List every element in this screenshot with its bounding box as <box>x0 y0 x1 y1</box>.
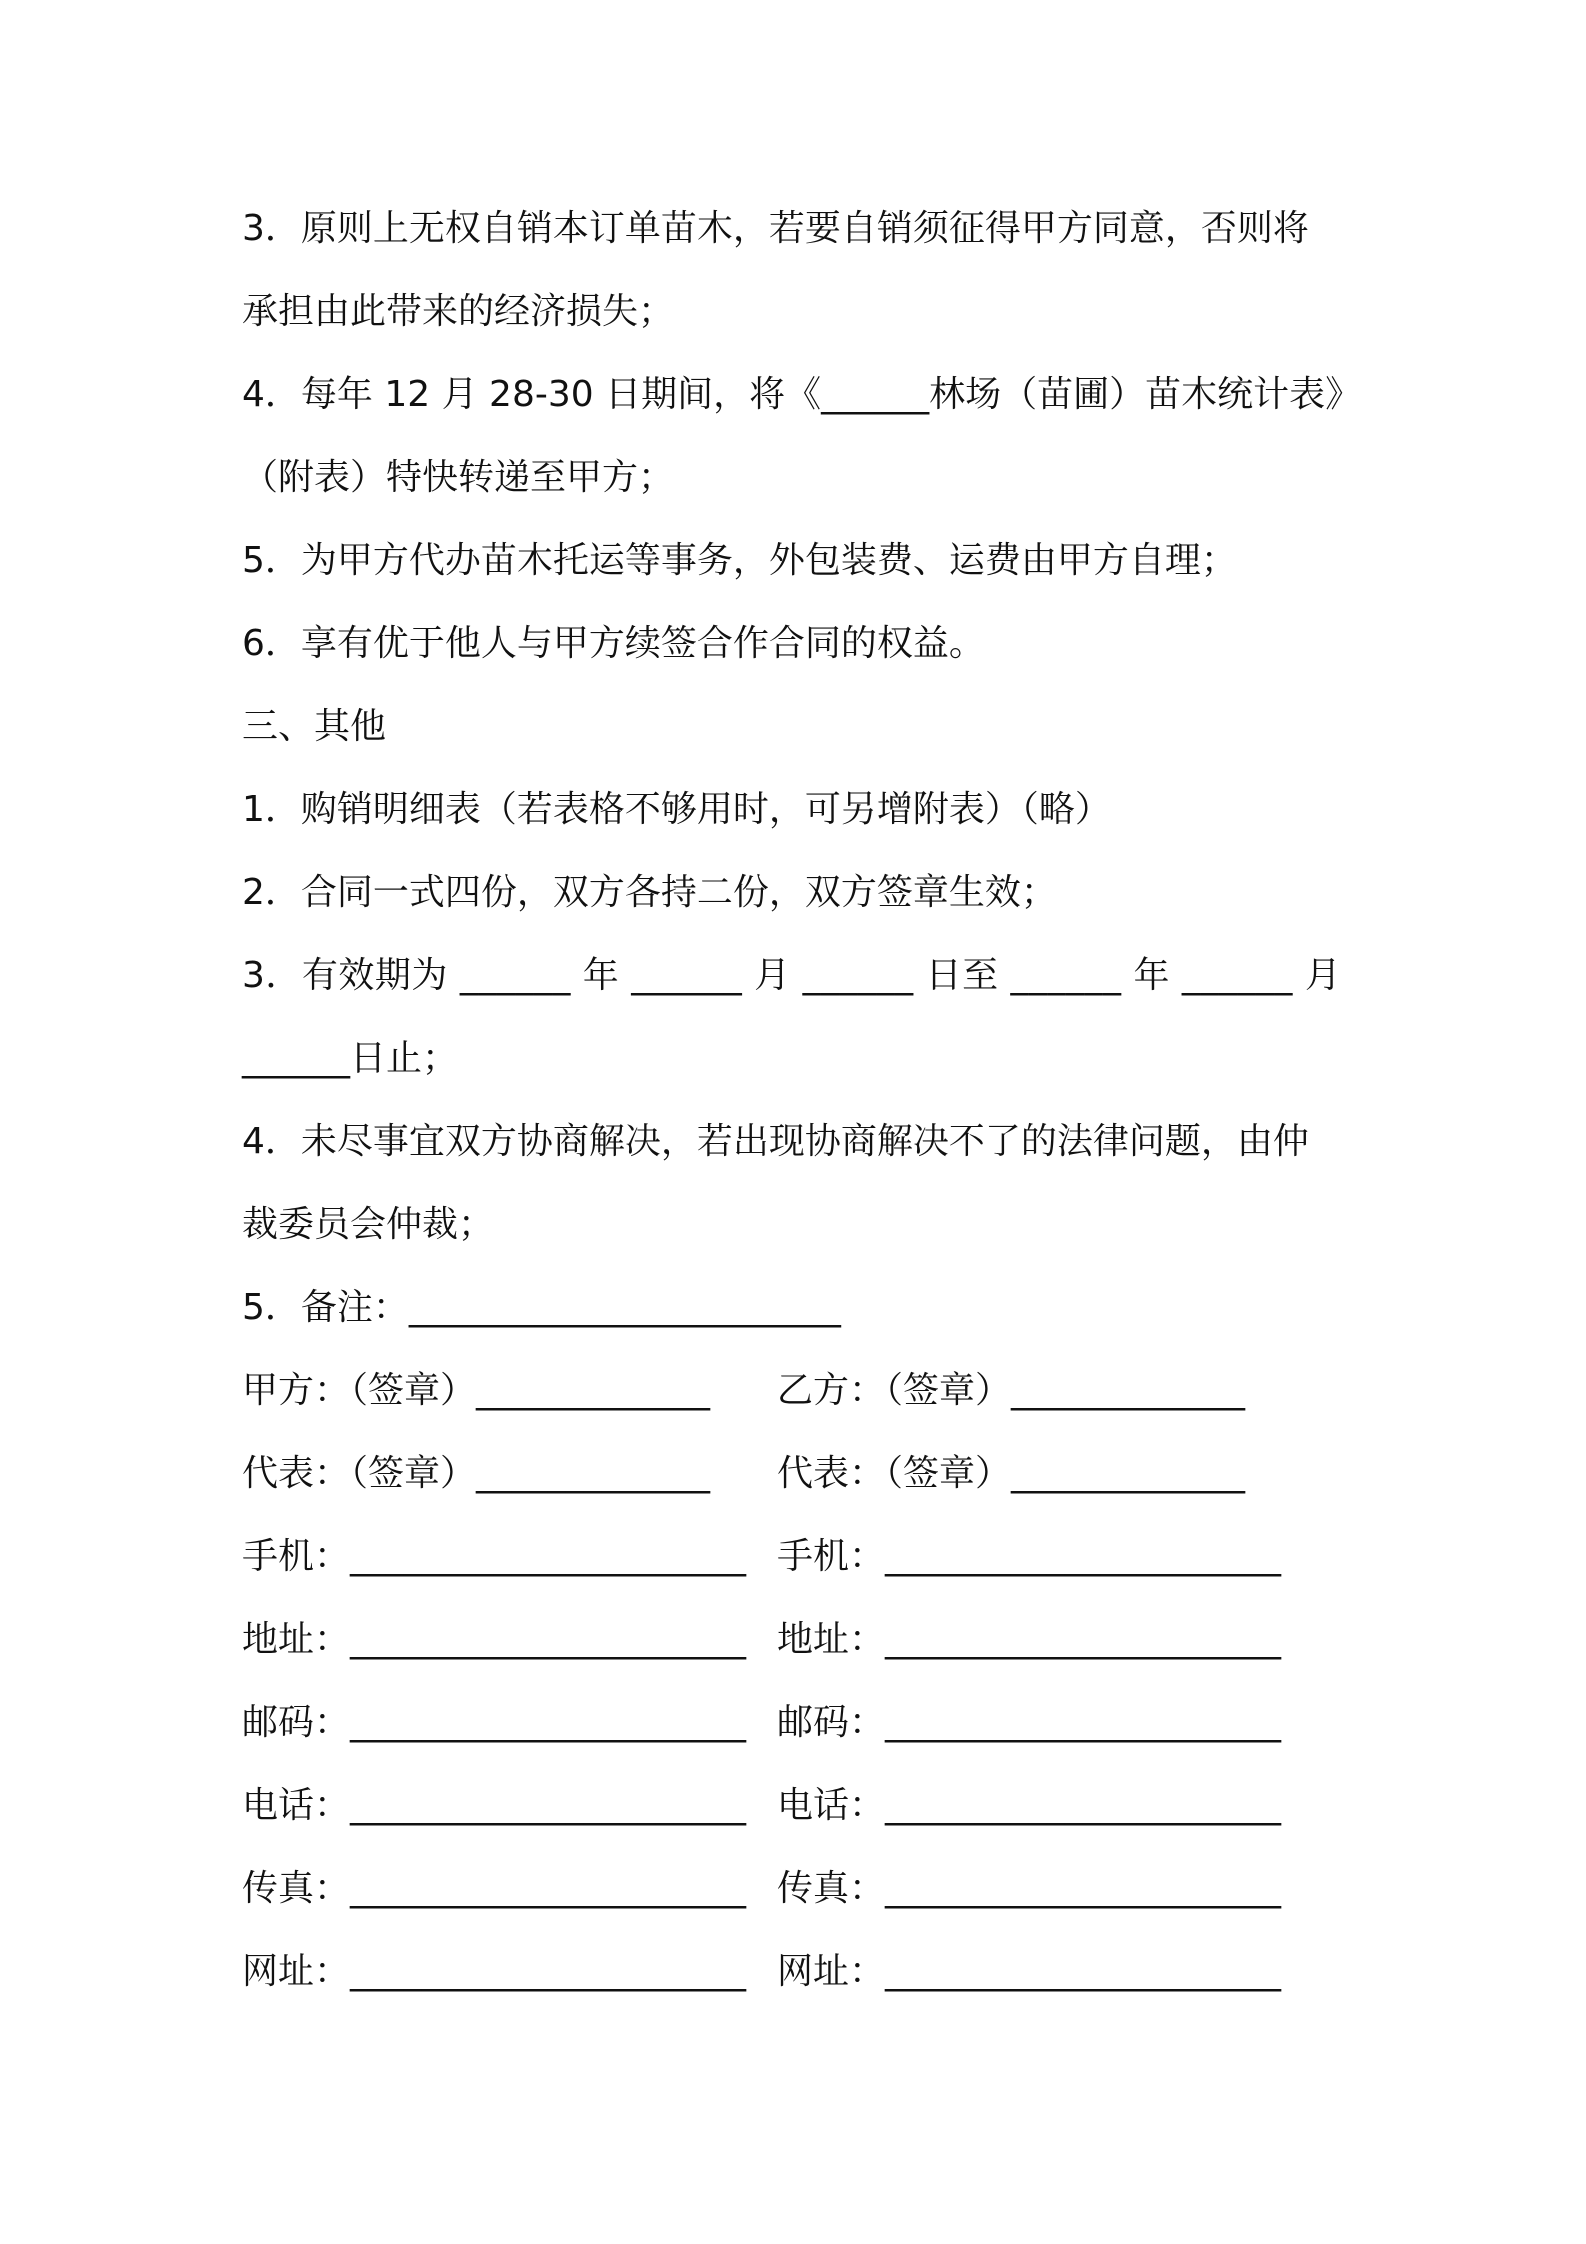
party-a-address: 地址：______________________ <box>242 1619 747 1660</box>
clause-6: 6．享有优于他人与甲方续签合作合同的权益。 <box>242 623 985 664</box>
contact-row-website <box>242 1950 1352 1994</box>
party-a-website: 网址：______________________ <box>242 1951 747 1992</box>
party-b-phone: 电话：______________________ <box>777 1785 1282 1826</box>
party-b-fax: 传真：______________________ <box>777 1868 1282 1909</box>
contact-row-address <box>242 1618 1352 1662</box>
clause-3-line-2: 承担由此带来的经济损失； <box>242 291 675 332</box>
party-b-signature: 乙方：（签章）_____________ <box>777 1370 1246 1411</box>
section-heading-other: 三、其他 <box>242 706 387 747</box>
clause-4-line-1: 4．每年 12 月 28-30 日期间，将《______林场（苗圃）苗木统计表》 <box>242 374 1362 415</box>
party-b-mobile: 手机：______________________ <box>777 1536 1282 1577</box>
remarks-line: 5．备注：________________________ <box>242 1287 841 1328</box>
party-a-postcode: 邮码：______________________ <box>242 1702 747 1743</box>
party-a-phone: 电话：______________________ <box>242 1785 747 1826</box>
contact-row-mobile <box>242 1535 1352 1579</box>
other-clause-4-line-1: 4．未尽事宜双方协商解决，若出现协商解决不了的法律问题，由仲 <box>242 1121 1309 1162</box>
other-clause-4-line-2: 裁委员会仲裁； <box>242 1204 495 1245</box>
party-a-mobile: 手机：______________________ <box>242 1536 747 1577</box>
other-clause-1: 1．购销明细表（若表格不够用时，可另增附表）（略） <box>242 789 1111 830</box>
clause-3-line-1: 3．原则上无权自销本订单苗木，若要自销须征得甲方同意，否则将 <box>242 208 1309 249</box>
clause-4-line-2: （附表）特快转递至甲方； <box>242 457 675 498</box>
party-b-website: 网址：______________________ <box>777 1951 1282 1992</box>
party-b-address: 地址：______________________ <box>777 1619 1282 1660</box>
clause-5: 5．为甲方代办苗木托运等事务，外包装费、运费由甲方自理； <box>242 540 1237 581</box>
rep-a-signature: 代表：（签章）_____________ <box>242 1453 711 1494</box>
contact-row-fax <box>242 1867 1352 1911</box>
signature-party-row <box>242 1369 1352 1413</box>
rep-b-signature: 代表：（签章）_____________ <box>777 1453 1246 1494</box>
other-clause-2: 2．合同一式四份，双方各持二份，双方签章生效； <box>242 872 1057 913</box>
signature-representative-row <box>242 1452 1352 1496</box>
party-b-postcode: 邮码：______________________ <box>777 1702 1282 1743</box>
contact-row-postcode <box>242 1701 1352 1745</box>
party-a-signature: 甲方：（签章）_____________ <box>242 1370 711 1411</box>
contact-row-phone <box>242 1784 1352 1828</box>
other-clause-3-line-1: 3．有效期为 ______ 年 ______ 月 ______ 日至 ______ 年 ______ 月 <box>242 955 1342 996</box>
other-clause-3-line-2: ______日止； <box>242 1038 459 1079</box>
party-a-fax: 传真：______________________ <box>242 1868 747 1909</box>
